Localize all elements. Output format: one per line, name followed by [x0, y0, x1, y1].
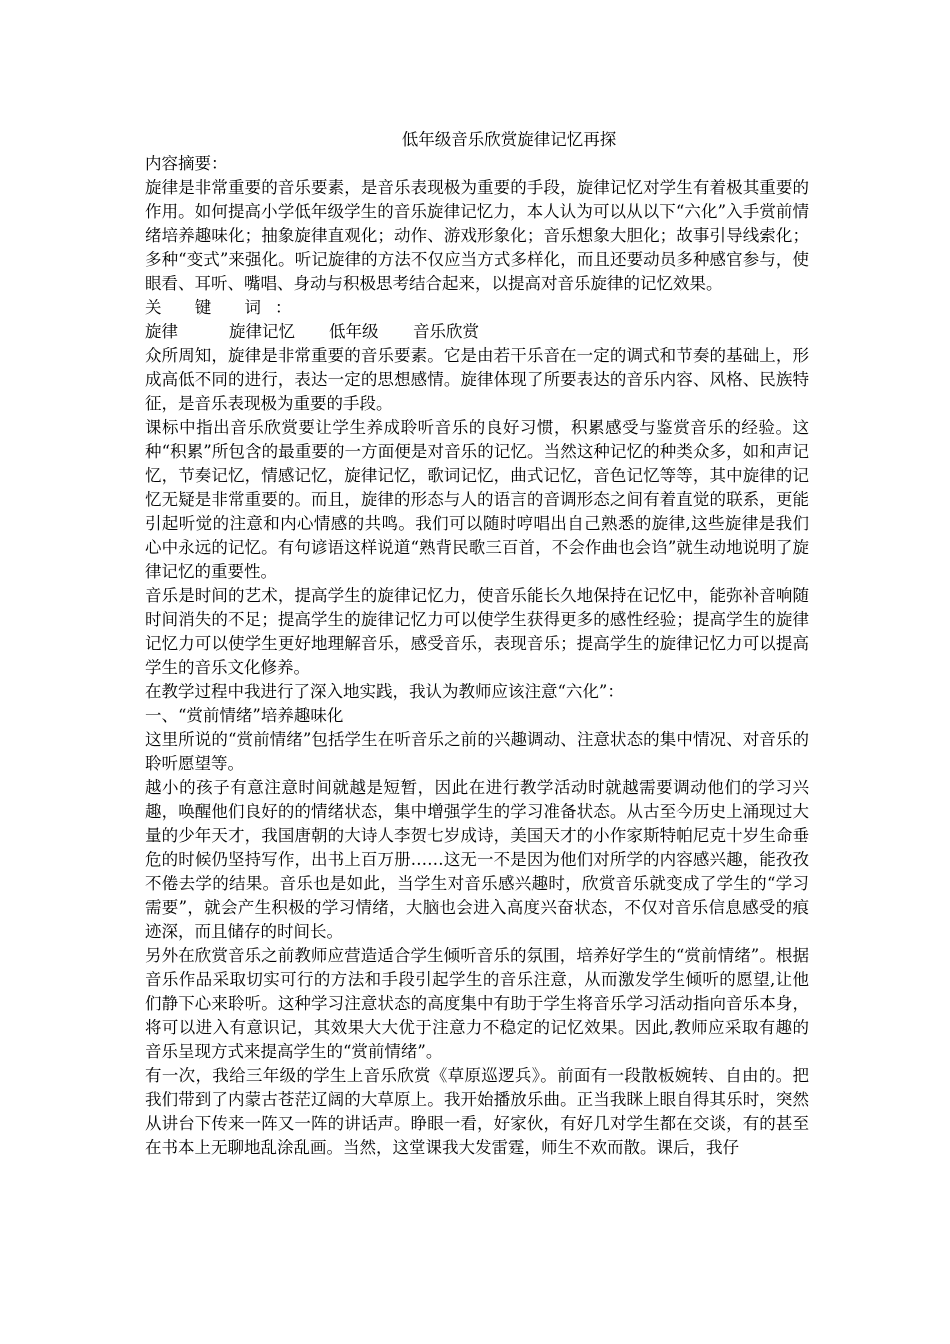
body-paragraph: 音乐是时间的艺术，提高学生的旋律记忆力，使音乐能长久地保持在记忆中，能弥补音响随时间消失的不足；提高学生的旋律记忆力可以使学生获得更多的感性经验；提高学生的旋律记忆力可以使学生更好地理解音乐，感受音乐，表现音乐；提高学生的旋律记忆力可以提高学生的音乐文化修养。 [145, 586, 809, 677]
document-title: 低年级音乐欣赏旋律记忆再探 [401, 130, 617, 149]
body-paragraph: 在教学过程中我进行了深入地实践，我认为教师应该注意“六化”： [145, 682, 624, 701]
keyword-item: 旋律 [145, 322, 178, 341]
keywords-label: 关 键 词： [145, 298, 306, 317]
abstract-label: 内容摘要： [145, 154, 228, 173]
body-paragraph: 众所周知，旋律是非常重要的音乐要素。它是由若干乐音在一定的调式和节奏的基础上，形成高低不同的进行，表达一定的思想感情。旋律体现了所要表达的音乐内容、风格、民族特征，是音乐表现极为重要的手段。 [145, 346, 809, 413]
abstract-text: 旋律是非常重要的音乐要素，是音乐表现极为重要的手段，旋律记忆对学生有着极其重要的作用。如何提高小学低年级学生的音乐旋律记忆力，本人认为可以从以下“六化”入手赏前情绪培养趣味化；抽象旋律直观化；动作、游戏形象化；音乐想象大胆化；故事引导线索化；多种“变式”来强化。听记旋律的方法不仅应当方式多样化，而且还要动员多种感官参与，使眼看、耳听、嘴唱、身动与积极思考结合起来，以提高对音乐旋律的记忆效果。 [145, 178, 809, 293]
body-paragraph: 课标中指出音乐欣赏要让学生养成聆听音乐的良好习惯，积累感受与鉴赏音乐的经验。这种“积累”所包含的最重要的一方面便是对音乐的记忆。当然这种记忆的种类众多，如和声记忆，节奏记忆，情感记忆，旋律记忆，歌词记忆，曲式记忆，音色记忆等等，其中旋律的记忆无疑是非常重要的。而且，旋律的形态与人的语言的音调形态之间有着直觉的联系，更能引起听觉的注意和内心情感的共鸣。我们可以随时哼唱出自己熟悉的旋律,这些旋律是我们心中永远的记忆。有句谚语这样说道“熟背民歌三百首，不会作曲也会诌”就生动地说明了旋律记忆的重要性。 [145, 418, 809, 581]
section-heading: 一、“赏前情绪”培养趣味化 [145, 706, 344, 725]
keywords-row [145, 320, 809, 344]
keyword-item: 旋律记忆 [229, 322, 295, 341]
body-paragraph: 越小的孩子有意注意时间就越是短暂，因此在进行教学活动时就越需要调动他们的学习兴趣，唤醒他们良好的的情绪状态，集中增强学生的学习准备状态。从古至今历史上涌现过大量的少年天才，我国唐朝的大诗人李贺七岁成诗，美国天才的小作家斯特帕尼克十岁生命垂危的时候仍坚持写作，出书上百万册……这无一不是因为他们对所学的内容感兴趣，能孜孜不倦去学的结果。音乐也是如此，当学生对音乐感兴趣时，欣赏音乐就变成了学生的“学习需要”，就会产生积极的学习情绪，大脑也会进入高度兴奋状态，不仅对音乐信息感受的痕迹深，而且储存的时间长。 [145, 778, 809, 941]
document-body [145, 128, 809, 1160]
body-paragraph: 有一次，我给三年级的学生上音乐欣赏《草原巡逻兵》。前面有一段散板婉转、自由的。把我们带到了内蒙古苍茫辽阔的大草原上。我开始播放乐曲。正当我眯上眼自得其乐时，突然从讲台下传来一阵又一阵的讲话声。睁眼一看，好家伙，有好几对学生都在交谈，有的甚至在书本上无聊地乱涂乱画。当然，这堂课我大发雷霆，师生不欢而散。课后，我仔 [145, 1066, 809, 1157]
body-paragraph: 这里所说的“赏前情绪”包括学生在听音乐之前的兴趣调动、注意状态的集中情况、对音乐的聆听愿望等。 [145, 730, 809, 773]
keyword-item: 低年级 [329, 322, 379, 341]
body-paragraph: 另外在欣赏音乐之前教师应营造适合学生倾听音乐的氛围，培养好学生的“赏前情绪”。根据音乐作品采取切实可行的方法和手段引起学生的音乐注意，从而激发学生倾听的愿望,让他们静下心来聆听。这种学习注意状态的高度集中有助于学生将音乐学习活动指向音乐本身，将可以进入有意识记，其效果大大优于注意力不稳定的记忆效果。因此,教师应采取有趣的音乐呈现方式来提高学生的“赏前情绪”。 [145, 946, 809, 1061]
keyword-item: 音乐欣赏 [413, 322, 479, 341]
